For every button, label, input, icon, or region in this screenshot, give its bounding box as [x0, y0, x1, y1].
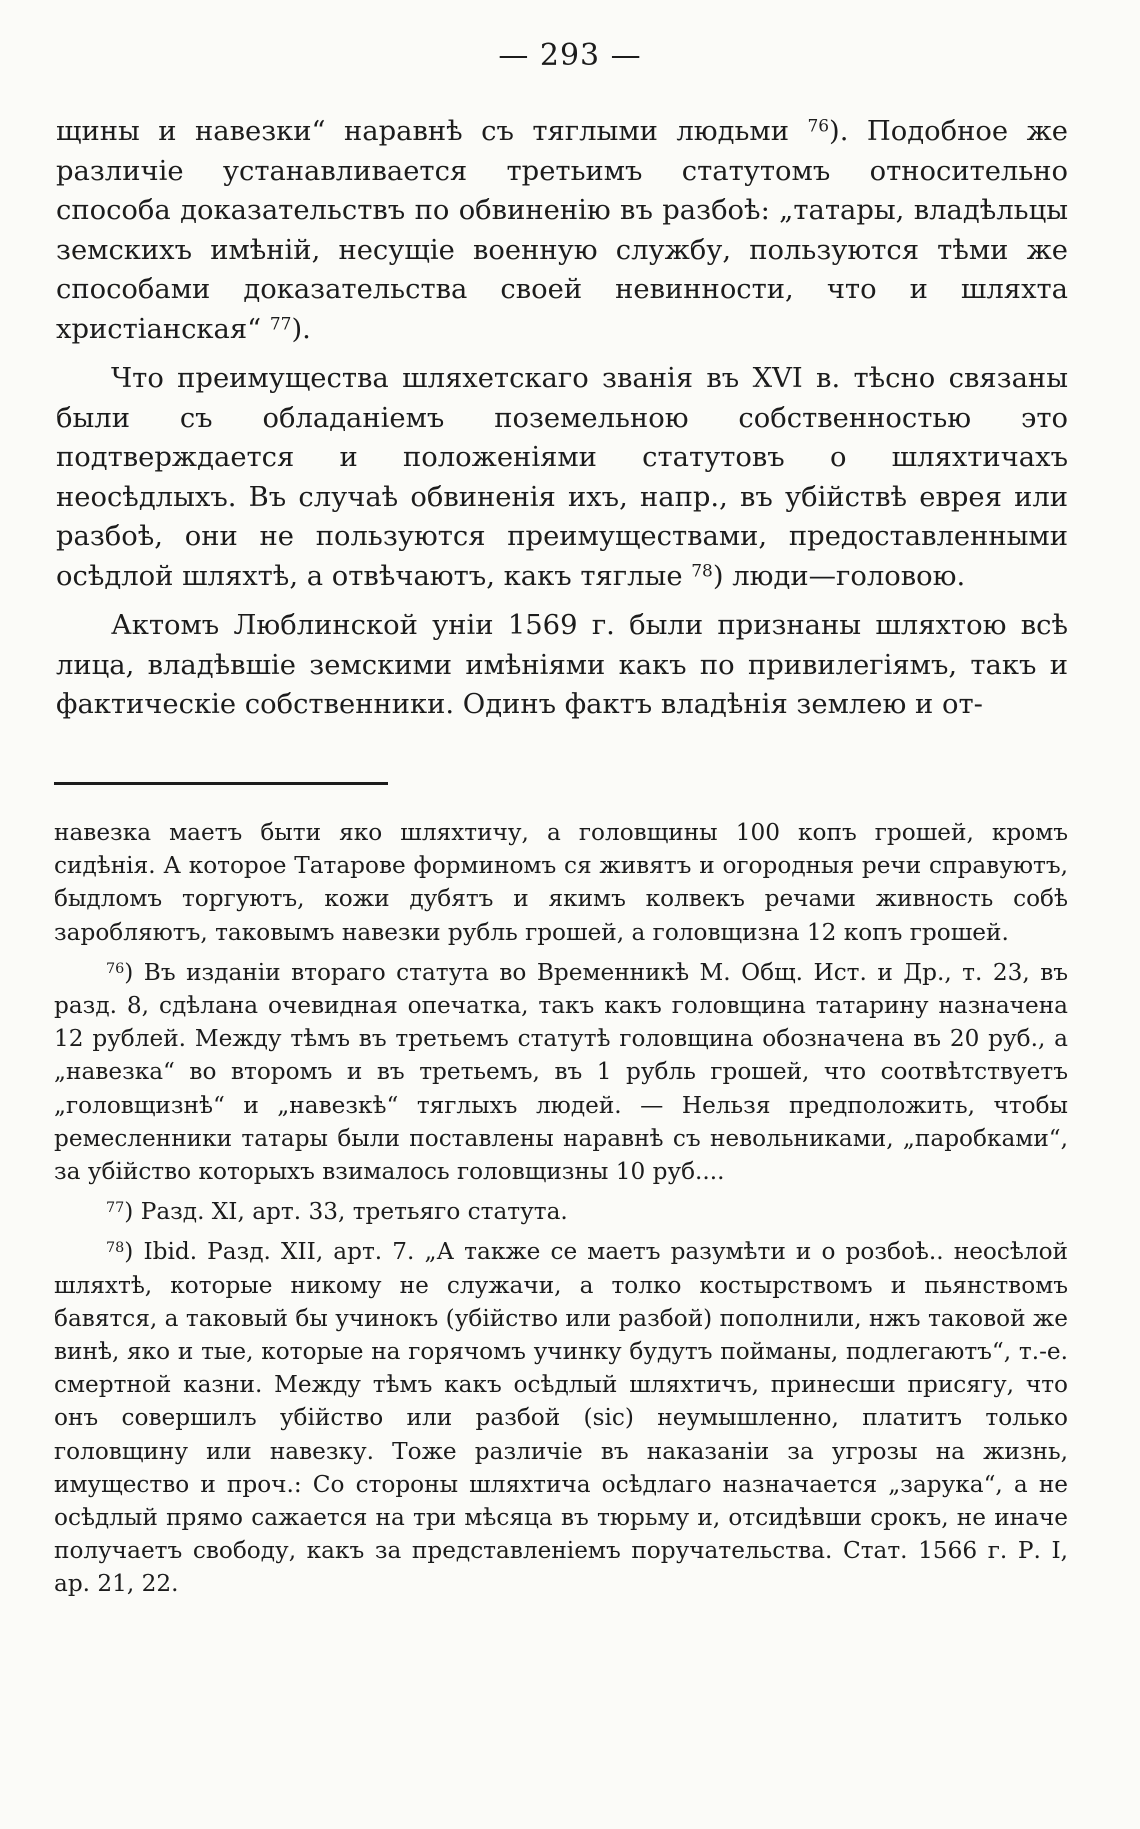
main-text	[56, 112, 1068, 735]
page-number: — 293 —	[498, 38, 642, 73]
footnote-marker: 77	[106, 1200, 125, 1217]
footnote-78	[54, 1235, 1068, 1600]
footnote-continuation	[54, 816, 1068, 949]
text-run: ).	[291, 313, 311, 345]
footnotes	[54, 816, 1068, 1608]
text-run: ) Въ изданіи втораго статута во Временникѣ М. Общ. Ист. и Др., т. 23, въ разд. 8, сдѣлана очевидная опечатка, такъ какъ головщина татарину назначена 12 рублей. Между тѣмъ въ третьемъ статутѣ головщина обозначена въ 20 руб., а „навезка“ во второмъ и въ третьемъ, въ 1 рубль грошей, что соотвѣтствуетъ „головщизнѣ“ и „навезкѣ“ тяглыхъ людей. — Нельзя предположить, чтобы ремесленники татары были поставлены наравнѣ съ невольниками, „паробками“, за убійство которыхъ взималось головщизны 10 руб....	[54, 958, 1068, 1186]
paragraph	[56, 359, 1068, 596]
footnote-marker: 76	[106, 960, 125, 977]
footnote-77	[54, 1195, 1068, 1228]
footnote-marker: 76	[807, 116, 830, 137]
paragraph	[56, 112, 1068, 349]
text-run: Что преимущества шляхетскаго званія въ XVI в. тѣсно связаны были съ обладаніемъ поземельною собственностью это подтверждается и положеніями статутовъ о шляхтичахъ неосѣдлыхъ. Въ случаѣ обвиненія ихъ, напр., въ убійствѣ еврея или разбоѣ, они не пользуются преимуществами, предоставленными осѣдлой шляхтѣ, а отвѣчаютъ, какъ тяглые	[56, 363, 1068, 592]
text-run: щины и навезки“ наравнѣ съ тяглыми людьми	[56, 116, 808, 147]
text-run: Актомъ Люблинской уніи 1569 г. были признаны шляхтою всѣ лица, владѣвшіе земскими имѣніями какъ по привилегіямъ, такъ и фактическіе собственники. Одинъ фактъ владѣнія землею и от-	[56, 610, 1068, 720]
footnote-marker: 78	[691, 561, 713, 582]
paragraph	[56, 606, 1068, 725]
text-run: ). Подобное же различіе устанавливается третьимъ статутомъ относительно способа доказательствъ по обвиненію въ разбоѣ: „татары, владѣльцы земскихъ имѣній, несущіе военную службу, пользуются тѣми же способами доказательства своей невинности, что и шляхта христіанская“	[56, 116, 1068, 345]
footnote-marker: 78	[106, 1240, 125, 1257]
text-run: ) Ibid. Разд. XII, арт. 7. „А также се маетъ разумѣти и о розбоѣ.. неосѣлой шляхтѣ, которые никому не служачи, а толко костырствомъ и пьянствомъ бавятся, а таковый бы учинокъ (убійство или разбой) пополнили, нжъ таковой же винѣ, яко и тые, которые на горячомъ учинку будутъ пойманы, подлегаютъ“, т.-е. смертной казни. Между тѣмъ какъ осѣдлый шляхтичъ, принесши присягу, что онъ совершилъ убійство или разбой (sic) неумышленно, платитъ только головщину или навезку. Тоже различіе въ наказаніи за угрозы на жизнь, имущество и проч.: Со стороны шляхтича осѣдлаго назначается „зарука“, а не осѣдлый прямо сажается на три мѣсяца въ тюрьму и, отсидѣвши срокъ, не иначе получаетъ свободу, какъ за представленіемъ поручательства. Стат. 1566 г. Р. I, ар. 21, 22.	[54, 1238, 1068, 1598]
footnote-separator	[54, 782, 388, 785]
text-run: ) люди—головою.	[712, 560, 966, 592]
text-run: навезка маетъ быти яко шляхтичу, а головщины 100 копъ грошей, кромъ сидѣнія. А которое Татарове форминомъ ся живятъ и огородныя речи справуютъ, быдломъ торгуютъ, кожи дубятъ и якимъ колвекъ речами живность собѣ заробляютъ, таковымъ навезки рубль грошей, а головщизна 12 копъ грошей.	[54, 819, 1068, 946]
footnote-marker: 77	[269, 314, 292, 335]
footnote-76	[54, 956, 1068, 1188]
text-run: ) Разд. XI, арт. 33, третьяго статута.	[124, 1198, 568, 1226]
